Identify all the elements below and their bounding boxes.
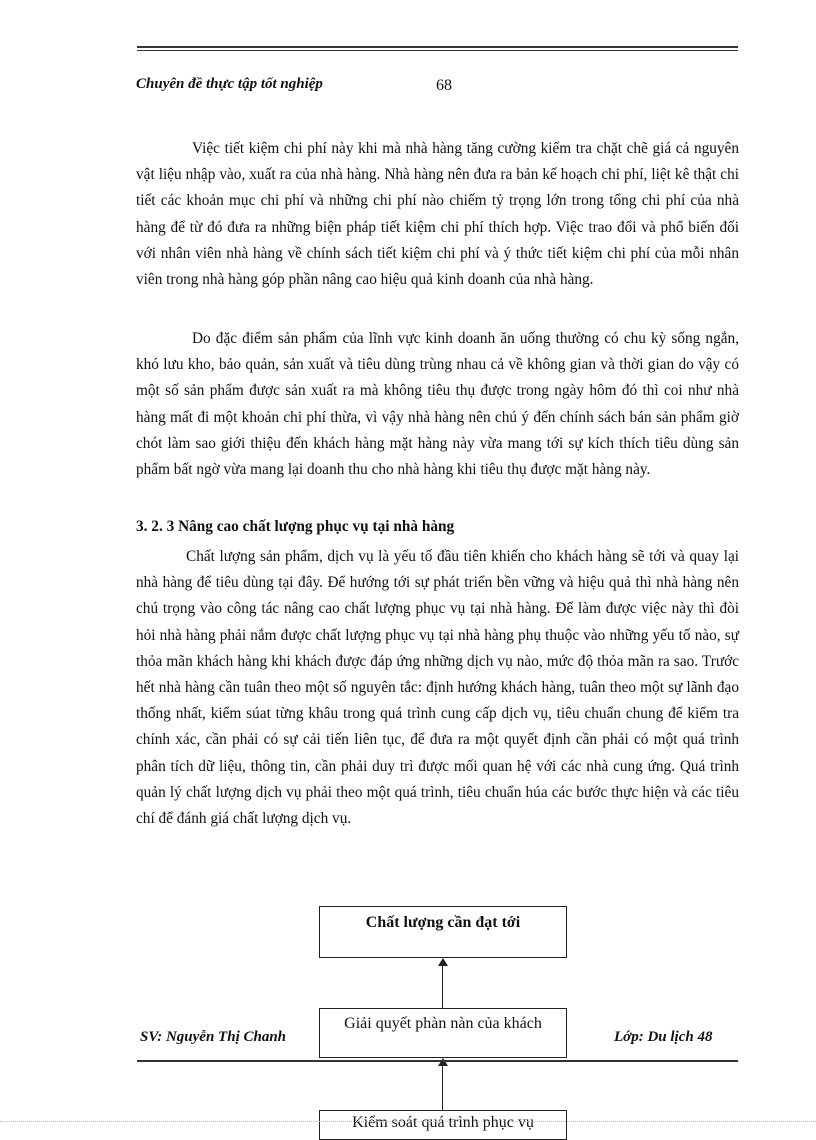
section-heading: 3. 2. 3 Nâng cao chất lượng phục vụ tại nhà hàng <box>136 518 455 535</box>
paragraph-text: Chất lượng sản phẩm, dịch vụ là yếu tố đầu tiên khiến cho khách hàng sẽ tới và quay lại nhà hàng để tiêu dùng tại đây. Để hướng tới sự phát triển bền vững và hiệu quả thì nhà hàng nên chú trọng vào công tác nâng cao chất lượng phục vụ tại nhà hàng. Để làm được việc này thì đòi hỏi nhà hàng phải nắm được chất lượng phục vụ tại nhà hàng phụ thuộc vào những yếu tố nào, sự thỏa mãn khách hàng khi khách được đáp ứng những dịch vụ nào, mức độ thỏa mãn ra sao. Trước hết nhà hàng cần tuân theo một số nguyên tắc: định hướng khách hàng, tuân theo một sự lãnh đạo thống nhất, kiểm súat từng khâu trong quá trình cung cấp dịch vụ, tiêu chuẩn chung để kiểm tra chính xác, cần phải có sự cải tiến liên tục, để đưa ra một quyết định cần phải có một quá trình phân tích dữ liệu, thông tin, cần phải duy trì được mối quan hệ với các nhà cung ứng. Quá trình quản lý chất lượng dịch vụ phải theo một quá trình, tiêu chuẩn húa các bước thực hiện và các tiêu chí để đánh giá chất lượng dịch vụ. <box>136 548 739 828</box>
paragraph-text: Việc tiết kiệm chi phí này khi mà nhà hàng tăng cường kiểm tra chặt chẽ giá cả nguyên vật liệu nhập vào, xuất ra của nhà hàng. Nhà hàng nên đưa ra bản kế hoạch chi phí, liệt kê thật chi tiết các khoản mục chi phí và những chi phí nào chiếm tỷ trọng lớn trong tổng chi phí của nhà hàng để từ đó đưa ra những biện pháp tiết kiệm chi phí thích hợp. Việc trao đổi và phổ biến đối với nhân viên nhà hàng về chính sách tiết kiệm chi phí và ý thức tiết kiệm chi phí của mỗi nhân viên trong nhà hàng góp phần nâng cao hiệu quả kinh doanh của nhà hàng. <box>136 140 739 289</box>
paragraph-product-lifecycle <box>136 326 739 483</box>
paragraph-service-quality <box>136 544 739 832</box>
diagram-box-target-quality: Chất lượng cần đạt tới <box>319 906 567 958</box>
document-title: Chuyên đề thực tập tốt nghiệp <box>136 76 323 92</box>
diagram-box-handle-complaints: Giải quyết phàn nàn của khách <box>319 1008 567 1058</box>
footer-class: Lớp: Du lịch 48 <box>614 1029 713 1045</box>
footer-rule <box>137 1060 738 1062</box>
header-rule-thin <box>137 50 738 51</box>
arrow-up-icon <box>438 958 448 966</box>
page-number: 68 <box>436 77 452 94</box>
paragraph-cost-saving <box>136 136 739 293</box>
diagram-connector <box>442 964 443 1008</box>
diagram-box-process-control: Kiểm soát quá trình phục vụ <box>319 1110 567 1140</box>
paragraph-text: Do đặc điểm sản phẩm của lĩnh vực kinh doanh ăn uống thường có chu kỳ sống ngắn, khó lưu kho, bảo quản, sản xuất và tiêu dùng trùng nhau cả về không gian và thời gian do vậy có một số sản phẩm được sản xuất ra mà không tiêu thụ được trong ngày hôm đó thì coi như nhà hàng mất đi một khoản chi phí thừa, vì vậy nhà hàng nên chú ý đến chính sách bán sản phẩm giờ chót làm sao giới thiệu đến khách hàng mặt hàng này vừa mang tới sự kích thích tiêu dùng sản phẩm bất ngờ vừa mang lại doanh thu cho nhà hàng khi tiêu thụ được mặt hàng này. <box>136 330 739 479</box>
header-rule-thick <box>137 46 738 48</box>
footer-student-name: SV: Nguyễn Thị Chanh <box>140 1029 287 1045</box>
diagram-connector <box>442 1064 443 1110</box>
page-edge-dotted-line <box>0 1121 816 1122</box>
